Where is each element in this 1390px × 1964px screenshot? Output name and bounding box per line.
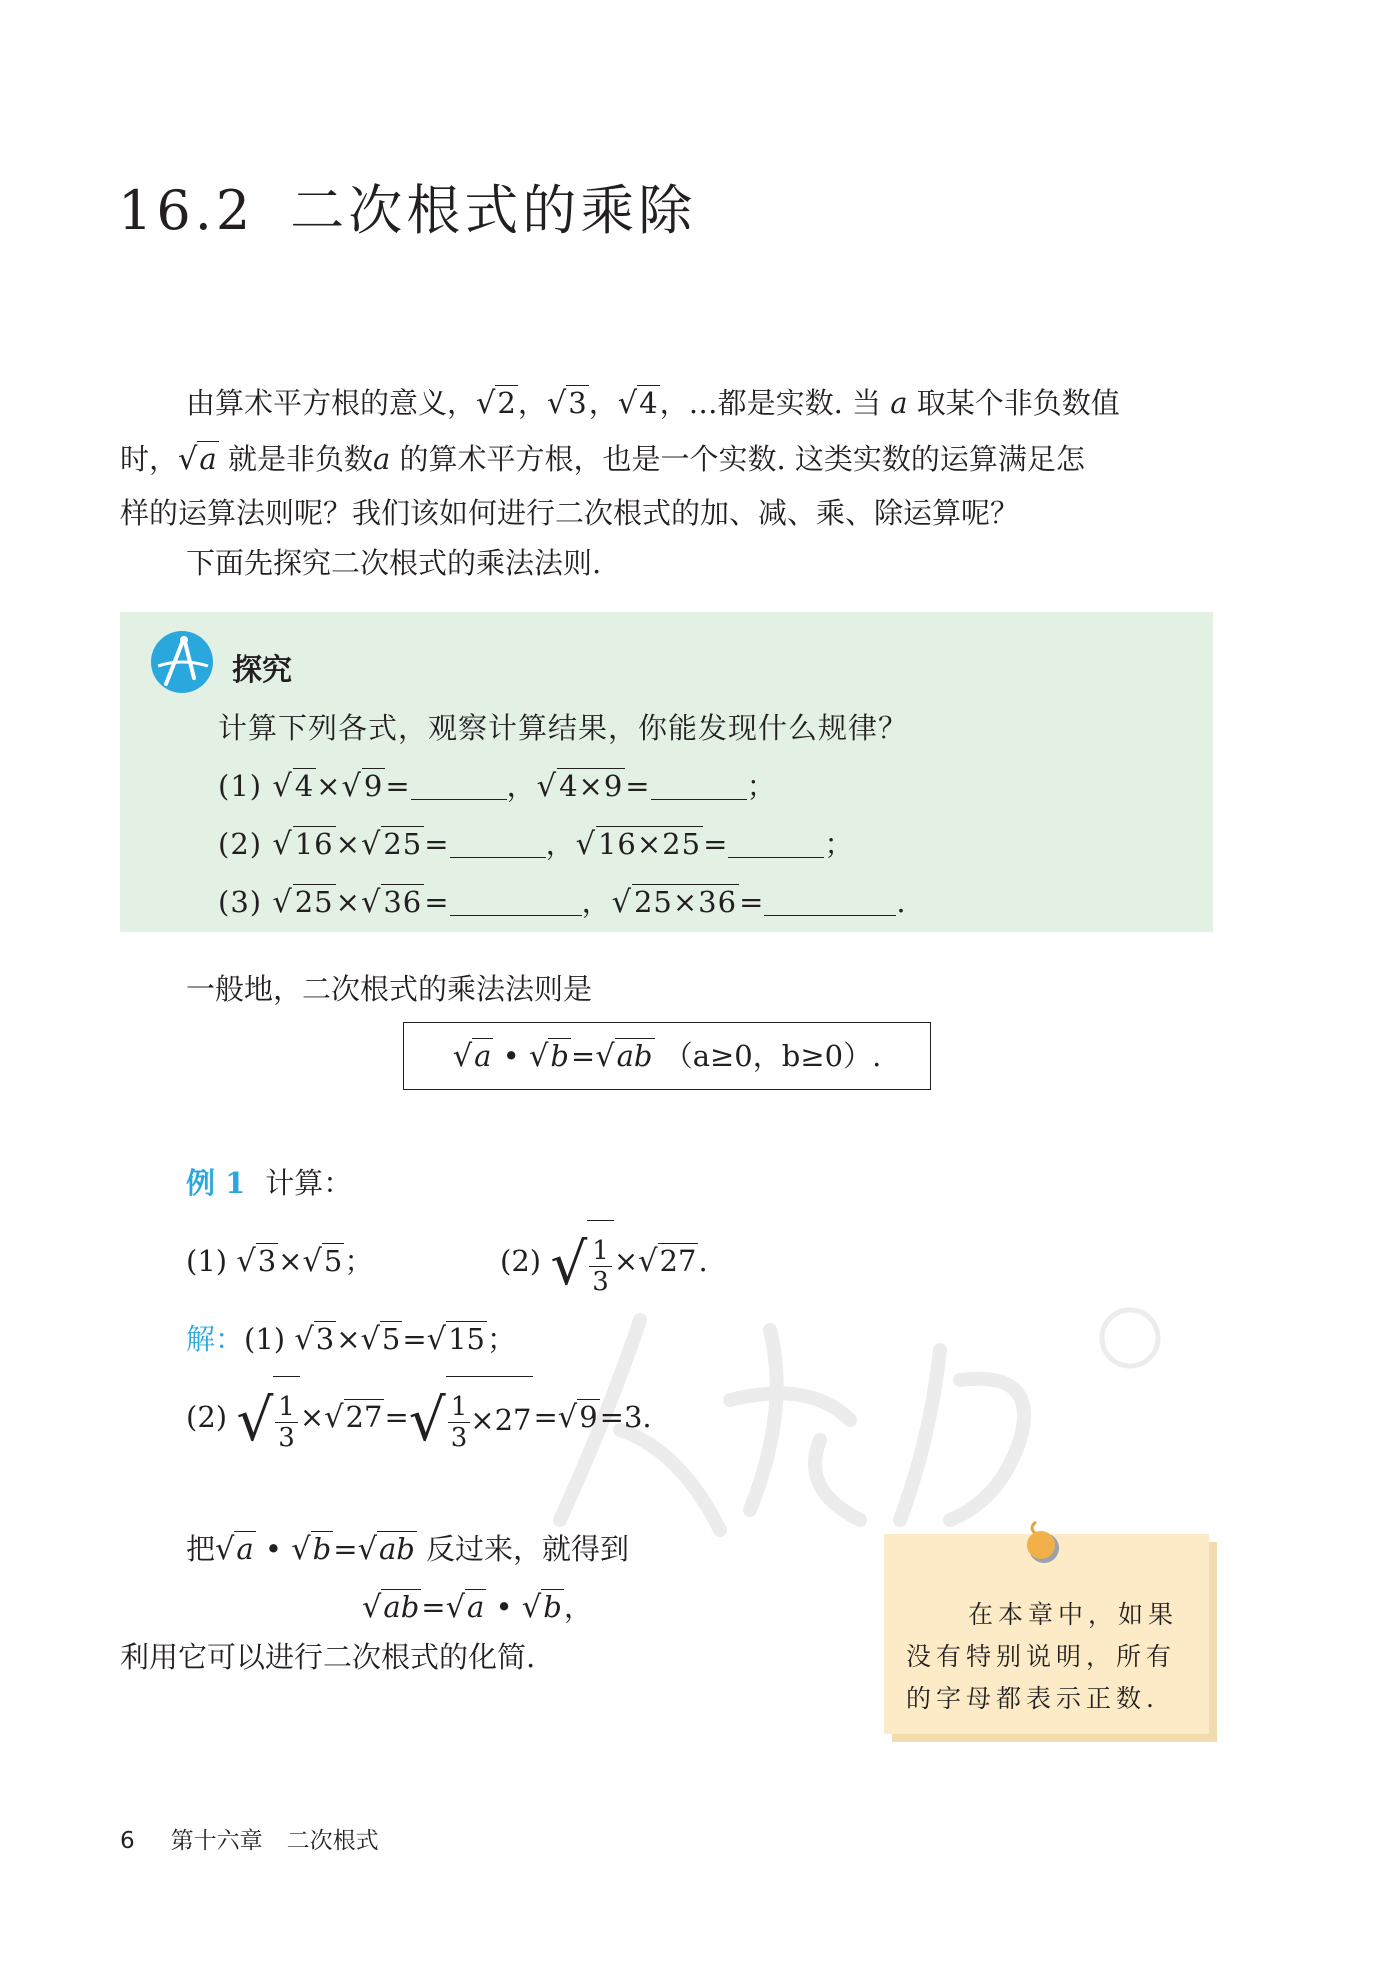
page-title xyxy=(118,168,696,245)
result: =3. xyxy=(599,1400,652,1434)
example-task: 计算： xyxy=(265,1166,353,1200)
note-line: 没有特别说明，所有 xyxy=(906,1642,1177,1671)
explore-item-3: (3) √25×√36= ，√25×36= . xyxy=(218,885,907,920)
example-heading xyxy=(186,1160,352,1206)
item-number: (1) xyxy=(218,769,263,803)
reverse-formula: √ab=√a • √b， xyxy=(362,1590,593,1625)
intro-line-3: 样的运算法则呢？我们该如何进行二次根式的加、减、乘、除运算呢？ xyxy=(120,496,1020,530)
sqrt-term: √9 xyxy=(341,769,384,804)
chapter-title: 二次根式 xyxy=(286,1828,379,1854)
answer-blank[interactable] xyxy=(411,770,507,800)
sqrt-2: √2 xyxy=(476,386,516,421)
punct: ； xyxy=(486,1322,516,1356)
answer-blank[interactable] xyxy=(651,770,747,800)
intro-line-4: 下面先探究二次根式的乘法法则. xyxy=(186,546,602,580)
item-number: (3) xyxy=(218,885,263,919)
intro-line-2: 时，√a 就是非负数a 的算术平方根，也是一个实数. 这类实数的运算满足怎 xyxy=(120,436,1085,483)
sqrt-4: √4 xyxy=(617,386,658,421)
sqrt-term: √16 xyxy=(272,827,334,862)
explore-question: 计算下列各式，观察计算结果，你能发现什么规律？ xyxy=(218,711,909,745)
solution-2: (2) √ $\frac{1}{3}$ ×√27=√ $\frac{1}{3}$ ×27=√9=3. xyxy=(186,1374,652,1463)
answer-blank[interactable] xyxy=(764,886,896,916)
sqrt-term: √25×36 xyxy=(611,885,738,920)
answer-blank[interactable] xyxy=(450,828,546,858)
simplify-line: 利用它可以进行二次根式的化简. xyxy=(120,1640,536,1674)
text: 反过来，就得到 xyxy=(426,1532,630,1566)
sqrt-3: √3 xyxy=(546,386,587,421)
explore-label: 探究 xyxy=(232,653,292,688)
explore-item-1: (1) √4×√9= ，√4×9= ； xyxy=(218,769,777,804)
item-number: (2) xyxy=(186,1400,228,1434)
item-number: (1) xyxy=(186,1244,228,1278)
item-number: (2) xyxy=(218,827,263,861)
punct: ； xyxy=(824,827,855,861)
text: 的算术平方根，也是一个实数. 这类实数的运算满足怎 xyxy=(399,442,1085,476)
text: 由算术平方根的意义， xyxy=(186,386,477,420)
explore-compass-icon xyxy=(150,630,214,694)
note-line: 在本章中，如果 xyxy=(968,1600,1179,1629)
punct: . xyxy=(896,885,907,919)
punct: . xyxy=(698,1244,708,1278)
solution-1: 解：(1) √3×√5=√15； xyxy=(186,1322,516,1357)
text: 就是非负数 xyxy=(227,442,373,476)
punct: ； xyxy=(344,1244,374,1278)
example-problem-1: (1) √3×√5； xyxy=(186,1244,374,1279)
sqrt-term: √25 xyxy=(360,827,423,862)
text: ， xyxy=(588,386,618,420)
punct: ， xyxy=(563,1590,593,1624)
section-title: 二次根式的乘除 xyxy=(290,179,697,242)
page-number: 6 xyxy=(120,1828,135,1854)
page-footer xyxy=(120,1822,379,1855)
solution-label: 解： xyxy=(186,1322,245,1356)
explore-item-2: (2) √16×√25= ，√16×25= ； xyxy=(218,827,855,862)
pin-icon xyxy=(1022,1520,1062,1568)
multiplication-rule-box: √a • √b=√ab （a≥0，b≥0）. xyxy=(403,1022,931,1090)
section-number: 16.2 xyxy=(118,179,255,242)
example-problem-2: (2) √ $\frac{1}{3}$ ×√27. xyxy=(500,1218,708,1307)
answer-blank[interactable] xyxy=(728,828,824,858)
text: 取某个非负数值 xyxy=(916,386,1120,420)
item-number: (1) xyxy=(244,1322,286,1356)
chapter-label: 第十六章 xyxy=(170,1828,263,1854)
reverse-rule-line: 把√a • √b=√ab 反过来，就得到 xyxy=(186,1532,630,1567)
rule-condition: （a≥0，b≥0）. xyxy=(663,1039,882,1073)
note-line: 的字母都表示正数. xyxy=(906,1684,1159,1713)
example-label: 例 1 xyxy=(186,1166,246,1200)
text: ，…都是实数. 当 xyxy=(659,386,882,420)
general-rule-intro: 一般地，二次根式的乘法法则是 xyxy=(186,972,593,1006)
item-number: (2) xyxy=(500,1244,542,1278)
text: 时， xyxy=(120,442,179,476)
side-note-text xyxy=(906,1594,1196,1720)
punct: ； xyxy=(746,769,777,803)
text: ， xyxy=(517,386,547,420)
answer-blank[interactable] xyxy=(450,886,582,916)
sqrt-term: √36 xyxy=(360,885,423,920)
intro-line-1: 由算术平方根的意义，√2，√3，√4，…都是实数. 当 a 取某个非负数值 xyxy=(186,380,1120,427)
sqrt-a: √a xyxy=(178,442,217,477)
sqrt-term: √4×9 xyxy=(536,769,624,804)
text: 把 xyxy=(186,1532,216,1566)
sqrt-term: √4 xyxy=(272,769,315,804)
sqrt-term: √25 xyxy=(272,885,334,920)
sqrt-term: √16×25 xyxy=(575,827,702,862)
